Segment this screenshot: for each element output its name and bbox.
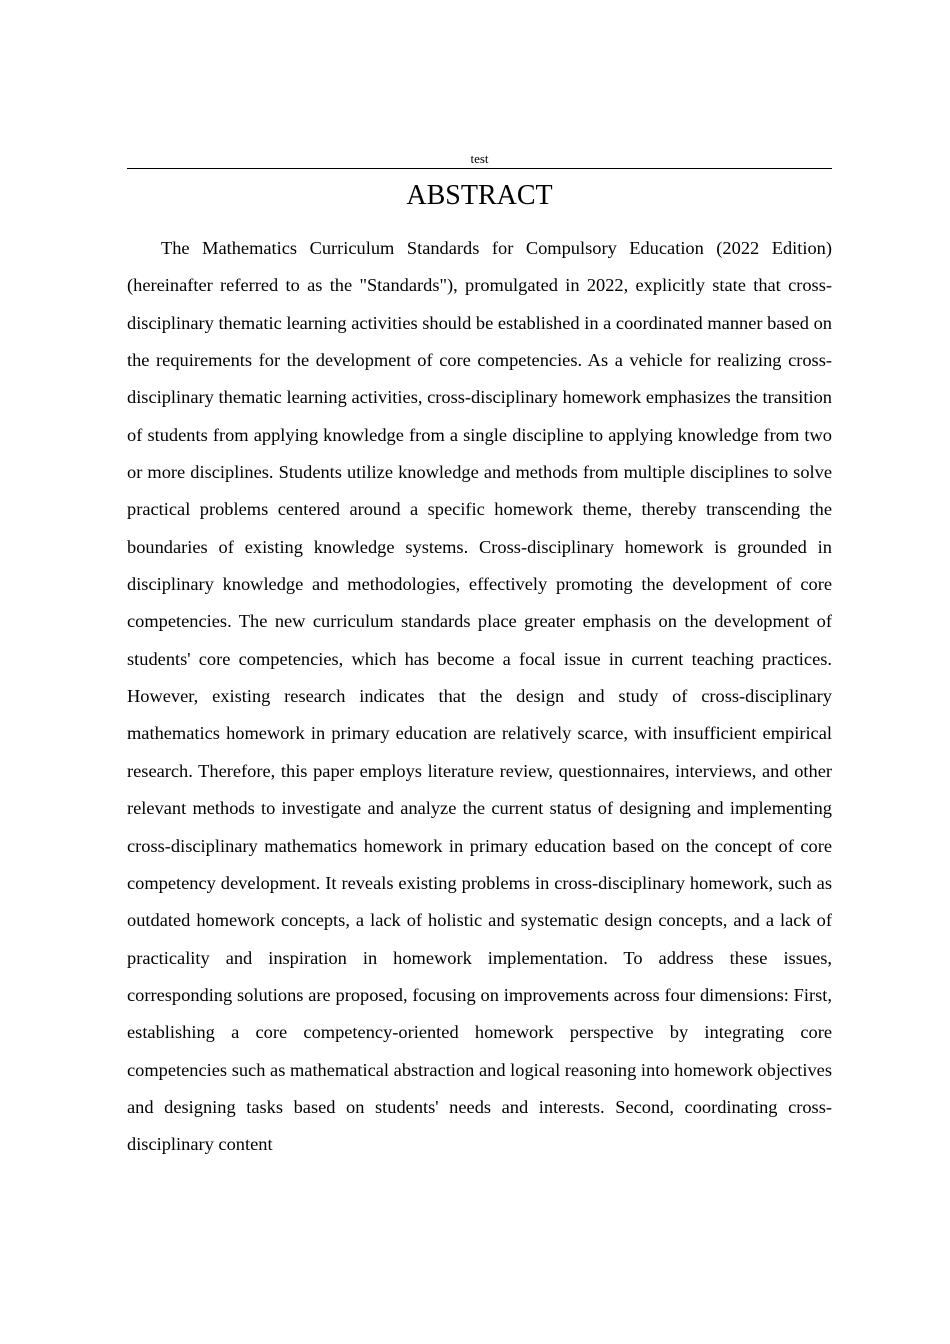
running-header: test bbox=[470, 151, 489, 166]
abstract-heading: ABSTRACT bbox=[406, 180, 553, 211]
header-rule bbox=[127, 168, 832, 169]
abstract-body: The Mathematics Curriculum Standards for Compulsory Education (2022 Edition) (hereinafter referred to as the "Standards"), promulgated in 2022, explicitly state that cross-disciplinary thematic learning activities should be established in a coordinated manner based on the requirements for the development of core competencies. As a vehicle for realizing cross-disciplinary thematic learning activities, cross-disciplinary homework emphasizes the transition of students from applying knowledge from a single discipline to applying knowledge from two or more disciplines. Students utilize knowledge and methods from multiple disciplines to solve practical problems centered around a specific homework theme, thereby transcending the boundaries of existing knowledge systems. Cross-disciplinary homework is grounded in disciplinary knowledge and methodologies, effectively promoting the development of core competencies. The new curriculum standards place greater emphasis on the development of students' core competencies, which has become a focal issue in current teaching practices. However, existing research indicates that the design and study of cross-disciplinary mathematics homework in primary education are relatively scarce, with insufficient empirical research. Therefore, this paper employs literature review, questionnaires, interviews, and other relevant methods to investigate and analyze the current status of designing and implementing cross-disciplinary mathematics homework in primary education based on the concept of core competency development. It reveals existing problems in cross-disciplinary homework, such as outdated homework concepts, a lack of holistic and systematic design concepts, and a lack of practicality and inspiration in homework implementation. To address these issues, corresponding solutions are proposed, focusing on improvements across four dimensions: First, establishing a core competency-oriented homework perspective by integrating core competencies such as mathematical abstraction and logical reasoning into homework objectives and designing tasks based on students' needs and interests. Second, coordinating cross-disciplinary content bbox=[127, 238, 832, 1155]
